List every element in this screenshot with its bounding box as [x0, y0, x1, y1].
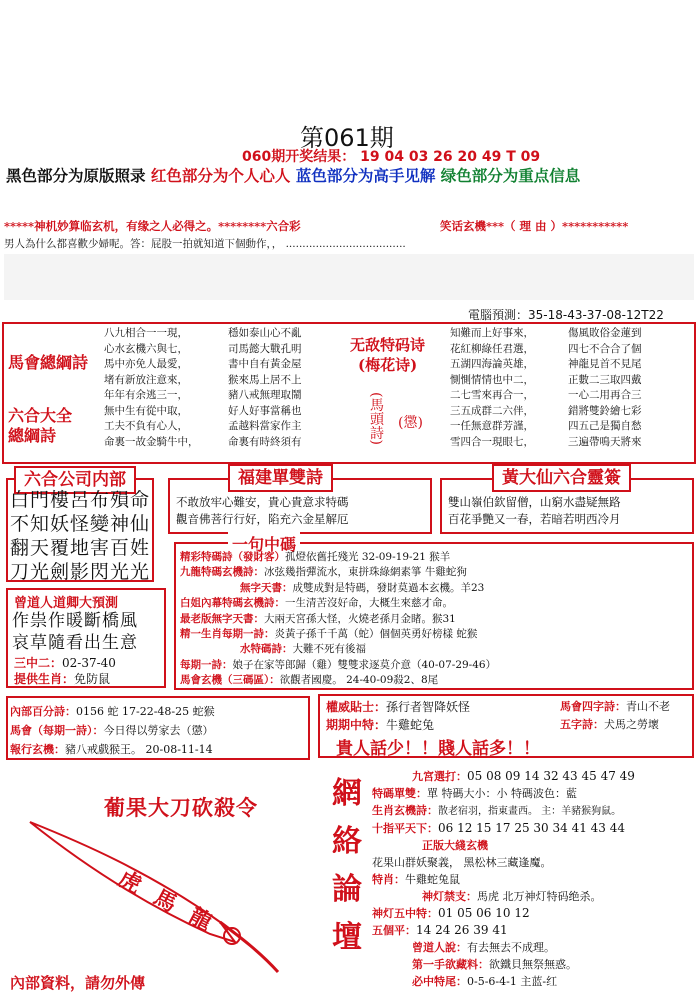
row-label: 無字天書：: [240, 581, 293, 594]
poem-line: 好人好事當稱也: [228, 404, 302, 417]
last-result: [242, 146, 540, 166]
provide-value: 免防鼠: [74, 672, 111, 686]
forum-value: 馬虎 北万神灯特码绝杀。: [477, 890, 602, 903]
poem-line: 四七不合合了個: [568, 342, 642, 355]
one-sentence-rows: [180, 550, 692, 689]
row-text: 大難不死有後福: [292, 643, 366, 656]
forum-row: [372, 768, 694, 785]
one-sentence-row: [180, 673, 692, 688]
poem-line: 正數二三取四戴: [568, 373, 642, 386]
internal-label: 報行玄機：: [10, 743, 65, 756]
huang-body: [448, 494, 621, 528]
one-sentence-row: [180, 642, 692, 657]
row-text: 炎黃子孫千千萬（蛇）個個英勇好榜樣 蛇猴: [274, 628, 478, 641]
huang-line: 百花爭艷又一春，若暗若明西冷月: [448, 512, 621, 526]
middle-label: 馬會四字詩：: [560, 700, 626, 713]
poem-line: 惻惻情情也中二，: [450, 373, 534, 386]
three-in-two: [14, 654, 116, 671]
row-label: 九龍特碼玄機詩：: [180, 566, 264, 579]
fujian-line: 觀音佛菩行行好，陷充六金星解厄: [176, 512, 349, 526]
middle-value: 青山不老: [626, 700, 670, 713]
one-sentence-row: [180, 627, 692, 642]
forum-label: 特肖：: [372, 873, 405, 886]
poem-center-note: (懲): [398, 415, 423, 431]
forum-value: 06 12 15 17 25 30 34 41 43 44: [438, 821, 626, 835]
provide-label: 提供生肖：: [14, 672, 75, 686]
forum-row: [372, 837, 694, 854]
poem-center-sub: (梅花诗): [358, 356, 418, 374]
poem-col-2: [228, 326, 348, 450]
poem-line: 四五己是獨自愁: [568, 420, 642, 432]
poem-line: 神龍見首不見尾: [568, 358, 642, 370]
internal-line: [10, 702, 215, 721]
forum-row: [372, 973, 694, 990]
poem-col-3: [450, 326, 560, 450]
forum-value: 散老宿羽，指東畫西。 主：羊豬猴狗鼠。: [438, 806, 622, 817]
legend-red: 红色部分为个人心人: [150, 167, 291, 185]
forum-label: 神灯禁支：: [422, 890, 477, 903]
legend-green: 绿色部分为重点信息: [440, 167, 581, 185]
forum-value: 01 05 06 10 12: [438, 906, 530, 920]
poem-line: 三五成群二六伴，: [450, 404, 534, 417]
poem-line: 傷風敗俗金蓮到: [568, 327, 642, 339]
internal-label: 內部百分詩：: [10, 705, 76, 718]
forum-label: 十指平天下：: [372, 822, 438, 835]
three-label: 三中二：: [14, 656, 63, 670]
forum-value: 有去無去不成理。: [467, 941, 555, 954]
poem-col-4: [568, 326, 692, 450]
poem-line: 司馬懿大戰孔明: [228, 342, 302, 355]
poem-line: 無中生有從中取，: [104, 404, 188, 417]
riddle-line1: [4, 218, 301, 234]
forum-label: 神灯五中特：: [372, 907, 438, 920]
row-label: 水特碼詩：: [240, 643, 293, 656]
middle-value: 犬馬之勞壞: [604, 718, 659, 731]
forum-label: 正版大綫玄機: [422, 839, 488, 852]
forum-row: [372, 871, 694, 888]
poem-line: 命裏有時終須有: [228, 435, 302, 448]
forum-value: 05 08 09 14 32 43 45 47 49: [467, 769, 635, 783]
riddle-line2: [4, 236, 406, 251]
issue-title: 第061期: [300, 124, 394, 152]
middle-label: 權威貼士：: [326, 700, 387, 714]
one-sentence-row: [180, 596, 692, 611]
forum-label: 五個平：: [372, 924, 416, 937]
forum-label: 曾道人說：: [412, 941, 467, 954]
row-label: 每期一詩：: [180, 658, 233, 671]
poem-line: 一心二用再合三: [568, 389, 642, 401]
middle-label: 五字詩：: [560, 718, 604, 731]
forum-value: 單 特碼大小：小 特碼波色：藍: [427, 787, 577, 800]
forum-row: [372, 802, 694, 820]
poem-line: 八九相合一一現，: [104, 327, 188, 339]
legend-black: 黑色部分为原版照录: [6, 167, 146, 185]
poem-line: 工夫不負有心人，: [104, 420, 188, 432]
huang-line: 雙山嶺伯欽留僧，山窮水盡疑無路: [448, 495, 621, 509]
internal-footer: 內部資料，請勿外傳: [10, 974, 146, 992]
one-sentence-row: [180, 612, 692, 627]
forum-label: 生肖玄機詩：: [372, 804, 438, 817]
riddle-line1-left: *****神机妙算临玄机，有缘之人必得之。********六合彩: [4, 219, 301, 233]
middle-label: 期期中特：: [326, 718, 387, 732]
one-sentence-row: [180, 550, 692, 565]
row-label: 精彩特碼詩（發財客）: [180, 551, 285, 563]
poem-line: 心水玄機六與七，: [104, 342, 188, 355]
riddle-line1-right: 笑话玄機***（ 理 由 ）***********: [440, 219, 629, 233]
internal-line: [10, 721, 215, 740]
poem-line: 二七雪來再合一，: [450, 389, 534, 401]
slogan: 貴人話少！！賤人話多！！: [336, 739, 540, 759]
row-label: 精一生肖每期一詩：: [180, 628, 275, 641]
row-text: 娘子在家等郎歸（雞）雙雙求逐莫介意（40-07-29-46）: [232, 658, 497, 671]
forum-row: [372, 785, 694, 802]
one-sentence-title: 一句中碼: [228, 532, 300, 555]
internal-label: 馬會（每期一詩）：: [10, 724, 104, 737]
color-legend: [6, 164, 580, 186]
forum-label: 特碼單雙：: [372, 787, 427, 800]
row-text: 一生清苦沒好命，大概生來慈才命。: [285, 597, 453, 610]
three-value: 02-37-40: [62, 656, 116, 670]
poem-line: 堵有新放注意來，: [104, 373, 188, 386]
prediction-line: 作祟作暖斷橋風: [12, 611, 138, 631]
forum-row: [372, 939, 694, 956]
forum-value: 欲鐵貝無祭無惑。: [489, 958, 577, 971]
company-rows: [10, 488, 154, 584]
poem-line: 一任無意群芳謹，: [450, 420, 534, 432]
company-title: 六合公司内部: [14, 466, 136, 494]
knife-blade-text: 虎馬龍: [113, 865, 233, 945]
forum-value: 牛雞蛇兔鼠: [405, 873, 460, 886]
row-text: 欲觀者國慶。 24-40-09殺2、8尾: [279, 674, 439, 687]
huang-title: 黃大仙六合靈簽: [492, 464, 631, 492]
forum-row: [372, 820, 694, 837]
forum-value: 花果山群妖聚義， 黑松林三藏逢魔。: [372, 856, 552, 869]
poem-line: 三遍帶鳴天將來: [568, 435, 642, 448]
forum-label: 必中特尾：: [412, 975, 467, 988]
middle-row-2-right: [560, 716, 659, 732]
row-label: 馬會玄機（三碼區）：: [180, 674, 280, 687]
middle-row-2: [326, 716, 434, 733]
riddle-dots: ....................................: [285, 238, 406, 250]
poem-line: 五湖四海論英雄，: [450, 358, 534, 370]
forum-label: 九宮選打：: [412, 770, 467, 783]
poem-title-left-2: 六合大全總綱詩: [8, 406, 73, 445]
forum-value: 14 24 26 39 41: [416, 923, 508, 937]
internal-line: [10, 740, 215, 759]
row-text: 大兩天宮孫大怪，火燒老孫月金睹。猴31: [264, 612, 456, 625]
provide-zodiac: [14, 670, 110, 687]
poem-center-title: 无敌特码诗: [350, 336, 426, 354]
prediction-title: 曾道人道卿大預測: [14, 596, 119, 611]
legend-blue: 蓝色部分为高手见解: [295, 167, 436, 185]
company-row: 白門樓呂布殞命: [10, 489, 151, 511]
poem-line: 雪四合一現眼七，: [450, 435, 534, 448]
poem-line: 錯將雙鈴繪七彩: [568, 404, 642, 417]
forum-value: 0-5-6-4-1 主蓝-红: [467, 975, 558, 988]
fujian-body: [176, 494, 349, 528]
prediction-line: 哀草隨看出生意: [12, 633, 138, 653]
poem-line: 穩如泰山心不亂: [228, 327, 302, 339]
knife-title: 葡果大刀砍殺令: [104, 795, 258, 820]
forum-row: [372, 888, 694, 905]
row-label: 最老版無字天書：: [180, 612, 264, 625]
one-sentence-row: [180, 581, 692, 596]
poem-line: 知難而上好事來，: [450, 327, 534, 339]
one-sentence-row: [180, 658, 692, 673]
company-row: 翻天覆地害百姓: [10, 537, 151, 559]
middle-value: 孫行者智降妖怪: [386, 700, 471, 714]
forum-vertical-title: 網絡論壇: [332, 776, 362, 955]
poem-line: 馬中亦免人最愛，: [104, 358, 188, 370]
forum-row: [372, 905, 694, 922]
internal-value: 0156 蛇 17-22-48-25 蛇猴: [76, 705, 215, 718]
poem-line: 書中自有黃金屋: [228, 358, 302, 370]
prediction-body: [12, 610, 138, 654]
company-row: 刀光劍影閃光光: [10, 561, 151, 583]
middle-row-1-right: [560, 698, 670, 714]
riddle-question: 男人為什么都喜歡少婦呢。答：屁股一拍就知道下個動作，，: [4, 238, 283, 250]
poem-center-horse: (馬頭詩): [368, 392, 384, 445]
row-label: 白姐內幕特碼玄機詩：: [180, 597, 285, 610]
company-row: 不知妖怪變神仙: [10, 513, 151, 535]
forum-rows: [372, 768, 694, 990]
row-text: 孤燈依舊托殘光 32-09-19-21 猴羊: [285, 551, 451, 563]
poem-line: 年年有余逃三一，: [104, 389, 188, 401]
poem-title-left-1: 馬會總綱詩: [8, 353, 89, 372]
poem-line: 花紅柳綠任君選，: [450, 342, 534, 355]
poem-col-1: [104, 326, 214, 450]
middle-value: 牛雞蛇兔: [386, 718, 435, 732]
internal-value: 豬八戒戲猴王。 20-08-11-14: [65, 743, 213, 756]
poem-line: 猴來馬上居不上: [228, 373, 302, 386]
forum-row: [372, 956, 694, 973]
result-label: 060期开奖结果：: [242, 149, 356, 165]
riddle-blank-area: [4, 254, 694, 300]
fujian-line: 不敢放牢心難安，貴心貴意求特碼: [176, 495, 349, 509]
poem-line: 命裏一故金騎牛中，: [104, 435, 199, 448]
internal-body: [10, 702, 215, 759]
fujian-title: 福建單雙詩: [228, 464, 333, 492]
forum-row: [372, 854, 694, 871]
result-numbers: 19 04 03 26 20 49 T 09: [360, 149, 541, 165]
forum-label: 第一手欲藏料：: [412, 958, 489, 971]
row-text: 冰弦幾指彈流水，東拼珠綠網素箏 牛雞蛇狗: [264, 566, 467, 579]
poem-line: 孟越料當家作主: [228, 420, 302, 432]
poem-line: 豬八戒無理取鬧: [228, 389, 302, 401]
one-sentence-row: [180, 565, 692, 580]
row-text: 成雙成對是特碼，發財莫過本玄機。羊23: [292, 581, 485, 594]
middle-row-1: [326, 698, 470, 715]
internal-value: 今日得以勞家去（懲）: [103, 724, 214, 737]
computer-forecast: 電腦預測：35-18-43-37-08-12T22: [468, 308, 664, 322]
forum-row: [372, 922, 694, 939]
